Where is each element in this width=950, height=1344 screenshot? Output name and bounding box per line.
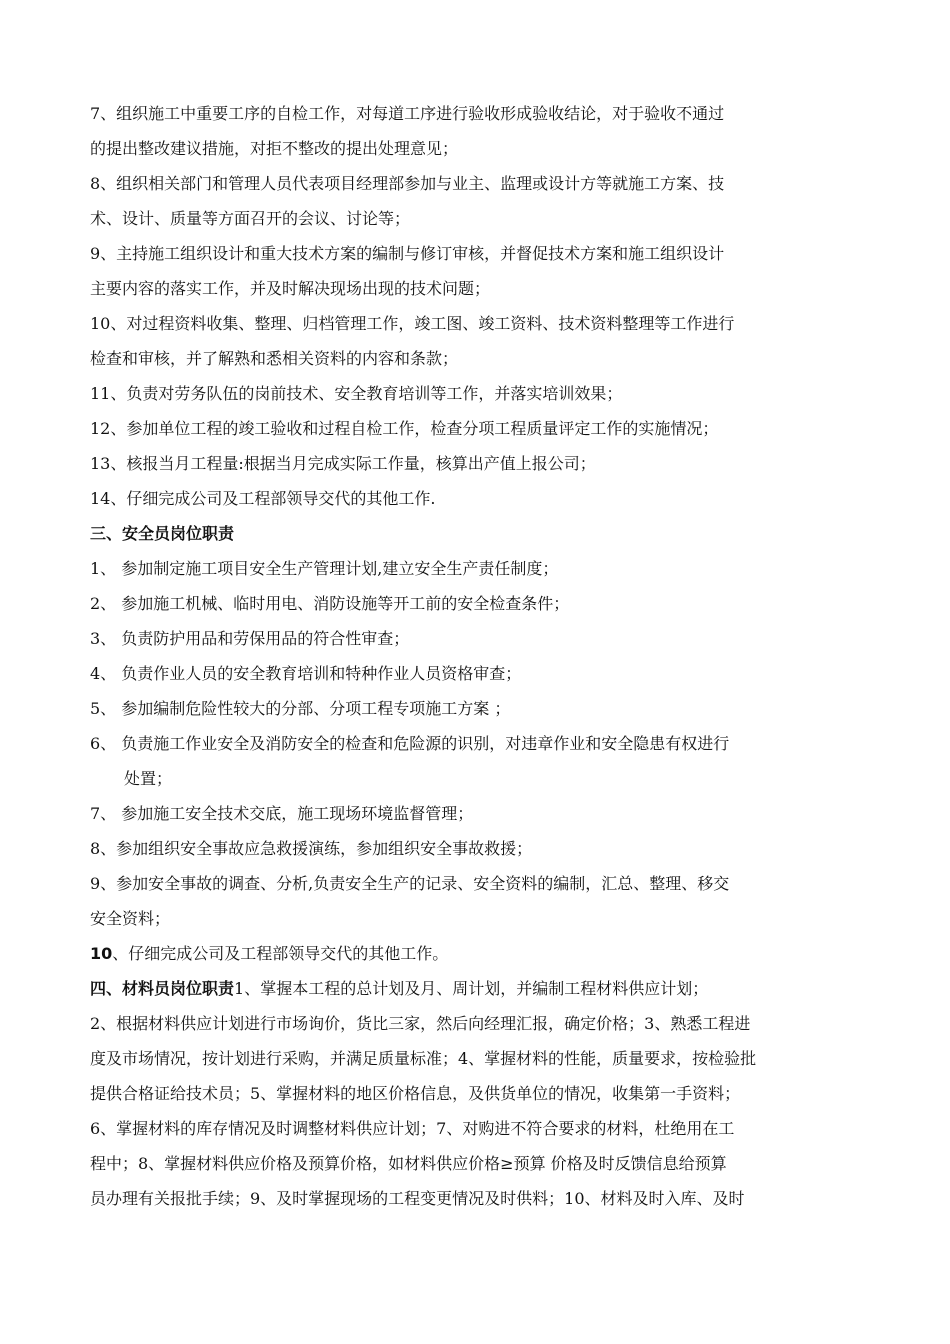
text-line: 4、 负责作业人员的安全教育培训和特种作业人员资格审查； bbox=[90, 664, 522, 683]
text-line: 2、 参加施工机械、临时用电、消防设施等开工前的安全检查条件； bbox=[90, 594, 570, 613]
text-line: 7、组织施工中重要工序的自检工作，对每道工序进行验收形成验收结论，对于验收不通过 bbox=[90, 104, 725, 123]
section-heading-safety: 三、安全员岗位职责 bbox=[90, 524, 235, 543]
text-line: 检查和审核，并了解熟和悉相关资料的内容和条款； bbox=[90, 349, 459, 368]
text-line: 主要内容的落实工作，并及时解决现场出现的技术问题； bbox=[90, 279, 491, 298]
text-line: 1、 参加制定施工项目安全生产管理计划,建立安全生产责任制度； bbox=[90, 559, 559, 578]
text-line: 度及市场情况，按计划进行采购，并满足质量标准；4、掌握材料的性能，质量要求，按检验批 bbox=[90, 1049, 757, 1068]
text-line bbox=[90, 971, 870, 1006]
text-line: 6、掌握材料的库存情况及时调整材料供应计划；7、对购进不符合要求的材料，杜绝用在工 bbox=[90, 1119, 735, 1138]
text-line: 14、仔细完成公司及工程部领导交代的其他工作. bbox=[90, 489, 436, 508]
text-line-rest: 、仔细完成公司及工程部领导交代的其他工作。 bbox=[112, 944, 449, 963]
text-line: 提供合格证给技术员；5、掌握材料的地区价格信息，及供货单位的情况，收集第一手资料； bbox=[90, 1084, 741, 1103]
text-line: 术、设计、质量等方面召开的会议、讨论等； bbox=[90, 209, 411, 228]
text-line: 的提出整改建议措施，对拒不整改的提出处理意见； bbox=[90, 139, 459, 158]
text-line: 10、对过程资料收集、整理、归档管理工作，竣工图、竣工资料、技术资料整理等工作进行 bbox=[90, 314, 735, 333]
text-line: 8、参加组织安全事故应急救援演练，参加组织安全事故救援； bbox=[90, 839, 533, 858]
text-line: 程中；8、掌握材料供应价格及预算价格，如材料供应价格≥预算 价格及时反馈信息给预算 bbox=[90, 1154, 727, 1173]
text-line: 2、根据材料供应计划进行市场询价，货比三家，然后向经理汇报，确定价格；3、熟悉工程进 bbox=[90, 1014, 751, 1033]
text-line: 13、核报当月工程量:根据当月完成实际工作量，核算出产值上报公司； bbox=[90, 454, 596, 473]
text-line: 12、参加单位工程的竣工验收和过程自检工作，检查分项工程质量评定工作的实施情况； bbox=[90, 419, 719, 438]
text-line: 9、参加安全事故的调查、分析,负责安全生产的记录、安全资料的编制，汇总、整理、移交 bbox=[90, 874, 730, 893]
text-line: 7、 参加施工安全技术交底，施工现场环境监督管理； bbox=[90, 804, 474, 823]
document-page bbox=[90, 96, 870, 1216]
text-line: 5、 参加编制危险性较大的分部、分项工程专项施工方案 ； bbox=[90, 699, 511, 718]
text-line: 8、组织相关部门和管理人员代表项目经理部参加与业主、监理或设计方等就施工方案、技 bbox=[90, 174, 725, 193]
text-line: 9、主持施工组织设计和重大技术方案的编制与修订审核，并督促技术方案和施工组织设计 bbox=[90, 244, 725, 263]
text-line: 处置； bbox=[124, 769, 173, 788]
text-line: 11、负责对劳务队伍的岗前技术、安全教育培训等工作，并落实培训效果； bbox=[90, 384, 623, 403]
text-line: 员办理有关报批手续；9、及时掌握现场的工程变更情况及时供料；10、材料及时入库、及时 bbox=[90, 1189, 745, 1208]
item-number-10: 10 bbox=[90, 944, 113, 963]
text-line-rest: 1、掌握本工程的总计划及月、周计划，并编制工程材料供应计划； bbox=[234, 979, 709, 998]
text-line: 6、 负责施工作业安全及消防安全的检查和危险源的识别，对违章作业和安全隐患有权进行 bbox=[90, 734, 730, 753]
text-line: 3、 负责防护用品和劳保用品的符合性审查； bbox=[90, 629, 410, 648]
text-line bbox=[90, 936, 870, 971]
text-line: 安全资料； bbox=[90, 909, 171, 928]
section-heading-materials: 四、材料员岗位职责 bbox=[90, 979, 235, 998]
